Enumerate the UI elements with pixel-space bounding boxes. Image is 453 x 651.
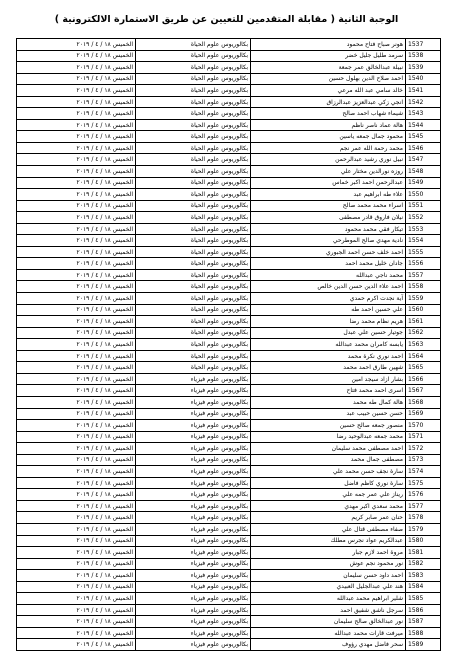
serial-number-cell: 1567 — [406, 385, 441, 397]
candidate-name-cell: حسن حسين حبيب عبد — [251, 408, 406, 420]
serial-number-cell: 1539 — [406, 62, 441, 74]
interview-date-cell: الخميس ١٨ / ٤ / ٢٠١٩ — [17, 500, 136, 512]
serial-number-cell: 1579 — [406, 523, 441, 535]
serial-number-cell: 1564 — [406, 350, 441, 362]
candidate-name-cell: هالة كمال طه محمد — [251, 396, 406, 408]
table-row — [17, 339, 441, 351]
candidate-name-cell: ريناز علي عمر جمه علي — [251, 489, 406, 501]
interview-date-cell: الخميس ١٨ / ٤ / ٢٠١٩ — [17, 50, 136, 62]
interview-date-cell: الخميس ١٨ / ٤ / ٢٠١٩ — [17, 408, 136, 420]
candidate-name-cell: احمد مصطفى محمد سليمان — [251, 443, 406, 455]
degree-cell: بكالوريوس علوم فيزياء — [136, 489, 251, 501]
serial-number-cell: 1581 — [406, 547, 441, 559]
serial-number-cell: 1563 — [406, 339, 441, 351]
degree-cell: بكالوريوس علوم الحياة — [136, 246, 251, 258]
interview-date-cell: الخميس ١٨ / ٤ / ٢٠١٩ — [17, 604, 136, 616]
interview-date-cell: الخميس ١٨ / ٤ / ٢٠١٩ — [17, 62, 136, 74]
interview-date-cell: الخميس ١٨ / ٤ / ٢٠١٩ — [17, 108, 136, 120]
table-row — [17, 547, 441, 559]
degree-cell: بكالوريوس علوم الحياة — [136, 50, 251, 62]
table-row — [17, 85, 441, 97]
serial-number-cell: 1584 — [406, 581, 441, 593]
serial-number-cell: 1542 — [406, 96, 441, 108]
degree-cell: بكالوريوس علوم الحياة — [136, 131, 251, 143]
serial-number-cell: 1569 — [406, 408, 441, 420]
candidate-name-cell: يابسه كامران محمد عبدالله — [251, 339, 406, 351]
serial-number-cell: 1541 — [406, 85, 441, 97]
candidate-name-cell: محمود جمال جمعه ياسين — [251, 131, 406, 143]
degree-cell: بكالوريوس علوم فيزياء — [136, 466, 251, 478]
degree-cell: بكالوريوس علوم فيزياء — [136, 604, 251, 616]
page-title: الوجبة الثانية ( مقابلة المتقدمين للتعيين عن طريق الاستمارة الالكترونية ) — [54, 14, 399, 25]
candidate-name-cell: هالة عماد ناصر ناظم — [251, 119, 406, 131]
degree-cell: بكالوريوس علوم الحياة — [136, 166, 251, 178]
degree-cell: بكالوريوس علوم فيزياء — [136, 558, 251, 570]
candidate-name-cell: احمد داود حسن سليمان — [251, 570, 406, 582]
table-row — [17, 154, 441, 166]
serial-number-cell: 1573 — [406, 454, 441, 466]
degree-cell: بكالوريوس علوم فيزياء — [136, 420, 251, 432]
interview-date-cell: الخميس ١٨ / ٤ / ٢٠١٩ — [17, 119, 136, 131]
interview-date-cell: الخميس ١٨ / ٤ / ٢٠١٩ — [17, 512, 136, 524]
serial-number-cell: 1576 — [406, 489, 441, 501]
table-row — [17, 327, 441, 339]
candidate-name-cell: عبدالكريم عواد نجرس مطلك — [251, 535, 406, 547]
interview-date-cell: الخميس ١٨ / ٤ / ٢٠١٩ — [17, 258, 136, 270]
degree-cell: بكالوريوس علوم الحياة — [136, 73, 251, 85]
candidate-name-cell: نبيل نوري رشيد عبدالرحمن — [251, 154, 406, 166]
interview-date-cell: الخميس ١٨ / ٤ / ٢٠١٩ — [17, 639, 136, 651]
serial-number-cell: 1565 — [406, 362, 441, 374]
interview-date-cell: الخميس ١٨ / ٤ / ٢٠١٩ — [17, 235, 136, 247]
serial-number-cell: 1559 — [406, 293, 441, 305]
interview-date-cell: الخميس ١٨ / ٤ / ٢٠١٩ — [17, 373, 136, 385]
interview-date-cell: الخميس ١٨ / ٤ / ٢٠١٩ — [17, 489, 136, 501]
table-row — [17, 316, 441, 328]
degree-cell: بكالوريوس علوم فيزياء — [136, 616, 251, 628]
serial-number-cell: 1588 — [406, 627, 441, 639]
candidate-name-cell: احمد علاء الدين حسن الدين خالص — [251, 281, 406, 293]
candidate-name-cell: بشار ازاد سيجد امين — [251, 373, 406, 385]
interview-date-cell: الخميس ١٨ / ٤ / ٢٠١٩ — [17, 396, 136, 408]
serial-number-cell: 1571 — [406, 431, 441, 443]
interview-date-cell: الخميس ١٨ / ٤ / ٢٠١٩ — [17, 304, 136, 316]
degree-cell: بكالوريوس علوم فيزياء — [136, 535, 251, 547]
serial-number-cell: 1557 — [406, 269, 441, 281]
table-row — [17, 466, 441, 478]
serial-number-cell: 1586 — [406, 604, 441, 616]
table-row — [17, 558, 441, 570]
table-row — [17, 535, 441, 547]
candidate-name-cell: انجي زكي عبدالعزيز عبدالرزاق — [251, 96, 406, 108]
interview-date-cell: الخميس ١٨ / ٤ / ٢٠١٩ — [17, 166, 136, 178]
table-row — [17, 96, 441, 108]
table-row — [17, 246, 441, 258]
candidate-name-cell: اسرى احمد محمد فتاح — [251, 385, 406, 397]
degree-cell: بكالوريوس علوم فيزياء — [136, 512, 251, 524]
degree-cell: بكالوريوس علوم الحياة — [136, 177, 251, 189]
candidate-name-cell: سرمد طليل جليل خضر — [251, 50, 406, 62]
degree-cell: بكالوريوس علوم الحياة — [136, 119, 251, 131]
table-row — [17, 570, 441, 582]
candidate-name-cell: علاء طه ابراهيم عبد — [251, 189, 406, 201]
interview-date-cell: الخميس ١٨ / ٤ / ٢٠١٩ — [17, 316, 136, 328]
serial-number-cell: 1549 — [406, 177, 441, 189]
degree-cell: بكالوريوس علوم فيزياء — [136, 627, 251, 639]
serial-number-cell: 1546 — [406, 142, 441, 154]
degree-cell: بكالوريوس علوم الحياة — [136, 96, 251, 108]
candidate-name-cell: محمد رحمة الله عمر نجم — [251, 142, 406, 154]
degree-cell: بكالوريوس علوم الحياة — [136, 212, 251, 224]
candidates-table — [16, 38, 441, 651]
candidate-name-cell: تيكار فقي محمد محمود — [251, 223, 406, 235]
interview-date-cell: الخميس ١٨ / ٤ / ٢٠١٩ — [17, 327, 136, 339]
serial-number-cell: 1561 — [406, 316, 441, 328]
interview-date-cell: الخميس ١٨ / ٤ / ٢٠١٩ — [17, 593, 136, 605]
degree-cell: بكالوريوس علوم فيزياء — [136, 639, 251, 651]
interview-date-cell: الخميس ١٨ / ٤ / ٢٠١٩ — [17, 177, 136, 189]
degree-cell: بكالوريوس علوم الحياة — [136, 39, 251, 51]
table-row — [17, 189, 441, 201]
candidate-name-cell: صفاء مصطفى قتال علي — [251, 523, 406, 535]
interview-date-cell: الخميس ١٨ / ٤ / ٢٠١٩ — [17, 96, 136, 108]
table-row — [17, 62, 441, 74]
serial-number-cell: 1570 — [406, 420, 441, 432]
serial-number-cell: 1548 — [406, 166, 441, 178]
table-row — [17, 627, 441, 639]
table-row — [17, 581, 441, 593]
interview-date-cell: الخميس ١٨ / ٤ / ٢٠١٩ — [17, 581, 136, 593]
table-row — [17, 281, 441, 293]
candidate-name-cell: عبدالرحمن احمد اكبر خماس — [251, 177, 406, 189]
candidate-name-cell: شلير ابراهيم محمد عبدالله — [251, 593, 406, 605]
degree-cell: بكالوريوس علوم الحياة — [136, 62, 251, 74]
table-row — [17, 396, 441, 408]
serial-number-cell: 1543 — [406, 108, 441, 120]
interview-date-cell: الخميس ١٨ / ٤ / ٢٠١٩ — [17, 627, 136, 639]
table-row — [17, 639, 441, 651]
table-row — [17, 500, 441, 512]
candidate-name-cell: حنان عمر صابر كريم — [251, 512, 406, 524]
table-row — [17, 408, 441, 420]
degree-cell: بكالوريوس علوم فيزياء — [136, 396, 251, 408]
interview-date-cell: الخميس ١٨ / ٤ / ٢٠١٩ — [17, 131, 136, 143]
degree-cell: بكالوريوس علوم الحياة — [136, 154, 251, 166]
table-row — [17, 616, 441, 628]
table-row — [17, 443, 441, 455]
degree-cell: بكالوريوس علوم فيزياء — [136, 547, 251, 559]
serial-number-cell: 1555 — [406, 246, 441, 258]
serial-number-cell: 1545 — [406, 131, 441, 143]
degree-cell: بكالوريوس علوم الحياة — [136, 85, 251, 97]
serial-number-cell: 1560 — [406, 304, 441, 316]
degree-cell: بكالوريوس علوم الحياة — [136, 339, 251, 351]
serial-number-cell: 1578 — [406, 512, 441, 524]
degree-cell: بكالوريوس علوم فيزياء — [136, 593, 251, 605]
table-row — [17, 431, 441, 443]
degree-cell: بكالوريوس علوم فيزياء — [136, 408, 251, 420]
interview-date-cell: الخميس ١٨ / ٤ / ٢٠١٩ — [17, 339, 136, 351]
table-row — [17, 142, 441, 154]
table-row — [17, 454, 441, 466]
candidate-name-cell: سرجل ناشق شفيق احمد — [251, 604, 406, 616]
table-row — [17, 39, 441, 51]
candidate-name-cell: آية نجدت اكرم حمدي — [251, 293, 406, 305]
interview-date-cell: الخميس ١٨ / ٤ / ٢٠١٩ — [17, 443, 136, 455]
serial-number-cell: 1558 — [406, 281, 441, 293]
table-row — [17, 373, 441, 385]
candidate-name-cell: نيلان فاروق قادر مصطفى — [251, 212, 406, 224]
candidate-name-cell: ميرفت قارات محمد عبدالله — [251, 627, 406, 639]
interview-date-cell: الخميس ١٨ / ٤ / ٢٠١٩ — [17, 142, 136, 154]
table-row — [17, 420, 441, 432]
interview-date-cell: الخميس ١٨ / ٤ / ٢٠١٩ — [17, 558, 136, 570]
serial-number-cell: 1547 — [406, 154, 441, 166]
candidate-name-cell: جوتيار حسين علي عبدل — [251, 327, 406, 339]
degree-cell: بكالوريوس علوم فيزياء — [136, 373, 251, 385]
candidate-name-cell: اسراء محمد محمد صالح — [251, 200, 406, 212]
table-row — [17, 350, 441, 362]
interview-date-cell: الخميس ١٨ / ٤ / ٢٠١٩ — [17, 523, 136, 535]
table-row — [17, 131, 441, 143]
candidate-name-cell: سارة نوري كاظم فاضل — [251, 477, 406, 489]
serial-number-cell: 1589 — [406, 639, 441, 651]
table-row — [17, 304, 441, 316]
table-row — [17, 477, 441, 489]
candidate-name-cell: محمد سعدي اكبر مهدي — [251, 500, 406, 512]
table-row — [17, 269, 441, 281]
serial-number-cell: 1550 — [406, 189, 441, 201]
interview-date-cell: الخميس ١٨ / ٤ / ٢٠١٩ — [17, 269, 136, 281]
candidate-name-cell: احمد نوري نكرة محمد — [251, 350, 406, 362]
degree-cell: بكالوريوس علوم فيزياء — [136, 570, 251, 582]
table-row — [17, 362, 441, 374]
interview-date-cell: الخميس ١٨ / ٤ / ٢٠١٩ — [17, 466, 136, 478]
degree-cell: بكالوريوس علوم الحياة — [136, 142, 251, 154]
candidate-name-cell: نور محمود نجم عوش — [251, 558, 406, 570]
degree-cell: بكالوريوس علوم الحياة — [136, 327, 251, 339]
table-row — [17, 212, 441, 224]
interview-date-cell: الخميس ١٨ / ٤ / ٢٠١٩ — [17, 535, 136, 547]
table-row — [17, 293, 441, 305]
interview-date-cell: الخميس ١٨ / ٤ / ٢٠١٩ — [17, 385, 136, 397]
candidate-name-cell: نور عبدالخالق صالح سليمان — [251, 616, 406, 628]
degree-cell: بكالوريوس علوم الحياة — [136, 200, 251, 212]
degree-cell: بكالوريوس علوم الحياة — [136, 223, 251, 235]
table-row — [17, 523, 441, 535]
candidates-table-body — [17, 39, 441, 651]
candidate-name-cell: احمد خلف حسن احمد الجبوري — [251, 246, 406, 258]
degree-cell: بكالوريوس علوم الحياة — [136, 304, 251, 316]
serial-number-cell: 1556 — [406, 258, 441, 270]
degree-cell: بكالوريوس علوم الحياة — [136, 189, 251, 201]
table-row — [17, 177, 441, 189]
table-row — [17, 73, 441, 85]
serial-number-cell: 1562 — [406, 327, 441, 339]
interview-date-cell: الخميس ١٨ / ٤ / ٢٠١٩ — [17, 212, 136, 224]
interview-date-cell: الخميس ١٨ / ٤ / ٢٠١٩ — [17, 73, 136, 85]
serial-number-cell: 1583 — [406, 570, 441, 582]
degree-cell: بكالوريوس علوم فيزياء — [136, 431, 251, 443]
candidate-name-cell: هريم نظام محمد رضا — [251, 316, 406, 328]
serial-number-cell: 1540 — [406, 73, 441, 85]
interview-date-cell: الخميس ١٨ / ٤ / ٢٠١٩ — [17, 293, 136, 305]
candidate-name-cell: مروة احمد لازم جبار — [251, 547, 406, 559]
degree-cell: بكالوريوس علوم الحياة — [136, 281, 251, 293]
candidate-name-cell: منصور جمعه صالح حسين — [251, 420, 406, 432]
degree-cell: بكالوريوس علوم الحياة — [136, 235, 251, 247]
interview-date-cell: الخميس ١٨ / ٤ / ٢٠١٩ — [17, 362, 136, 374]
degree-cell: بكالوريوس علوم الحياة — [136, 350, 251, 362]
candidate-name-cell: خالد سامي عبد الله مرعي — [251, 85, 406, 97]
candidate-name-cell: مصطفى جمال محمد — [251, 454, 406, 466]
interview-date-cell: الخميس ١٨ / ٤ / ٢٠١٩ — [17, 154, 136, 166]
degree-cell: بكالوريوس علوم فيزياء — [136, 523, 251, 535]
serial-number-cell: 1568 — [406, 396, 441, 408]
degree-cell: بكالوريوس علوم فيزياء — [136, 385, 251, 397]
serial-number-cell: 1587 — [406, 616, 441, 628]
interview-date-cell: الخميس ١٨ / ٤ / ٢٠١٩ — [17, 85, 136, 97]
serial-number-cell: 1585 — [406, 593, 441, 605]
degree-cell: بكالوريوس علوم فيزياء — [136, 477, 251, 489]
degree-cell: بكالوريوس علوم فيزياء — [136, 443, 251, 455]
interview-date-cell: الخميس ١٨ / ٤ / ٢٠١٩ — [17, 547, 136, 559]
serial-number-cell: 1544 — [406, 119, 441, 131]
table-row — [17, 489, 441, 501]
candidate-name-cell: محمد ناجي عبدالله — [251, 269, 406, 281]
candidate-name-cell: روزه نورالدين مختار علي — [251, 166, 406, 178]
table-row — [17, 108, 441, 120]
table-row — [17, 200, 441, 212]
interview-date-cell: الخميس ١٨ / ٤ / ٢٠١٩ — [17, 570, 136, 582]
candidate-name-cell: سحر فاضل مهدي رؤوف — [251, 639, 406, 651]
candidate-name-cell: جادان خليل محمد احمد — [251, 258, 406, 270]
degree-cell: بكالوريوس علوم الحياة — [136, 316, 251, 328]
degree-cell: بكالوريوس علوم الحياة — [136, 293, 251, 305]
serial-number-cell: 1572 — [406, 443, 441, 455]
interview-date-cell: الخميس ١٨ / ٤ / ٢٠١٩ — [17, 431, 136, 443]
degree-cell: بكالوريوس علوم فيزياء — [136, 581, 251, 593]
table-row — [17, 258, 441, 270]
table-row — [17, 385, 441, 397]
serial-number-cell: 1552 — [406, 212, 441, 224]
serial-number-cell: 1537 — [406, 39, 441, 51]
interview-date-cell: الخميس ١٨ / ٤ / ٢٠١٩ — [17, 200, 136, 212]
candidate-name-cell: شيماء شهاب احمد صالح — [251, 108, 406, 120]
interview-date-cell: الخميس ١٨ / ٤ / ٢٠١٩ — [17, 39, 136, 51]
degree-cell: بكالوريوس علوم الحياة — [136, 269, 251, 281]
interview-date-cell: الخميس ١٨ / ٤ / ٢٠١٩ — [17, 477, 136, 489]
interview-date-cell: الخميس ١٨ / ٤ / ٢٠١٩ — [17, 189, 136, 201]
serial-number-cell: 1577 — [406, 500, 441, 512]
table-row — [17, 166, 441, 178]
degree-cell: بكالوريوس علوم فيزياء — [136, 500, 251, 512]
serial-number-cell: 1553 — [406, 223, 441, 235]
table-row — [17, 593, 441, 605]
serial-number-cell: 1580 — [406, 535, 441, 547]
candidate-name-cell: هند علي عبدالجليل العبيدي — [251, 581, 406, 593]
serial-number-cell: 1538 — [406, 50, 441, 62]
candidate-name-cell: محمد جمعه عبدالوحيد رضا — [251, 431, 406, 443]
table-row — [17, 223, 441, 235]
table-row — [17, 235, 441, 247]
interview-date-cell: الخميس ١٨ / ٤ / ٢٠١٩ — [17, 616, 136, 628]
interview-date-cell: الخميس ١٨ / ٤ / ٢٠١٩ — [17, 281, 136, 293]
interview-date-cell: الخميس ١٨ / ٤ / ٢٠١٩ — [17, 420, 136, 432]
interview-date-cell: الخميس ١٨ / ٤ / ٢٠١٩ — [17, 223, 136, 235]
serial-number-cell: 1582 — [406, 558, 441, 570]
table-row — [17, 512, 441, 524]
candidate-name-cell: علي حسين احمد طه — [251, 304, 406, 316]
serial-number-cell: 1566 — [406, 373, 441, 385]
serial-number-cell: 1551 — [406, 200, 441, 212]
serial-number-cell: 1575 — [406, 477, 441, 489]
interview-date-cell: الخميس ١٨ / ٤ / ٢٠١٩ — [17, 350, 136, 362]
interview-date-cell: الخميس ١٨ / ٤ / ٢٠١٩ — [17, 246, 136, 258]
degree-cell: بكالوريوس علوم الحياة — [136, 258, 251, 270]
table-row — [17, 119, 441, 131]
interview-date-cell: الخميس ١٨ / ٤ / ٢٠١٩ — [17, 454, 136, 466]
table-row — [17, 50, 441, 62]
candidate-name-cell: احمد صلاح الدين بهلول حسين — [251, 73, 406, 85]
candidate-name-cell: سارة نجف حسن محمد علي — [251, 466, 406, 478]
candidate-name-cell: هونر صباح فتاح محمود — [251, 39, 406, 51]
candidate-name-cell: نبيلة عبدالخالق عمر جمعة — [251, 62, 406, 74]
serial-number-cell: 1554 — [406, 235, 441, 247]
degree-cell: بكالوريوس علوم الحياة — [136, 108, 251, 120]
candidate-name-cell: نادية مهدي صالح الموطرحي — [251, 235, 406, 247]
degree-cell: بكالوريوس علوم فيزياء — [136, 454, 251, 466]
candidate-name-cell: شهين طارق احمد محمد — [251, 362, 406, 374]
degree-cell: بكالوريوس علوم الحياة — [136, 362, 251, 374]
serial-number-cell: 1574 — [406, 466, 441, 478]
table-row — [17, 604, 441, 616]
